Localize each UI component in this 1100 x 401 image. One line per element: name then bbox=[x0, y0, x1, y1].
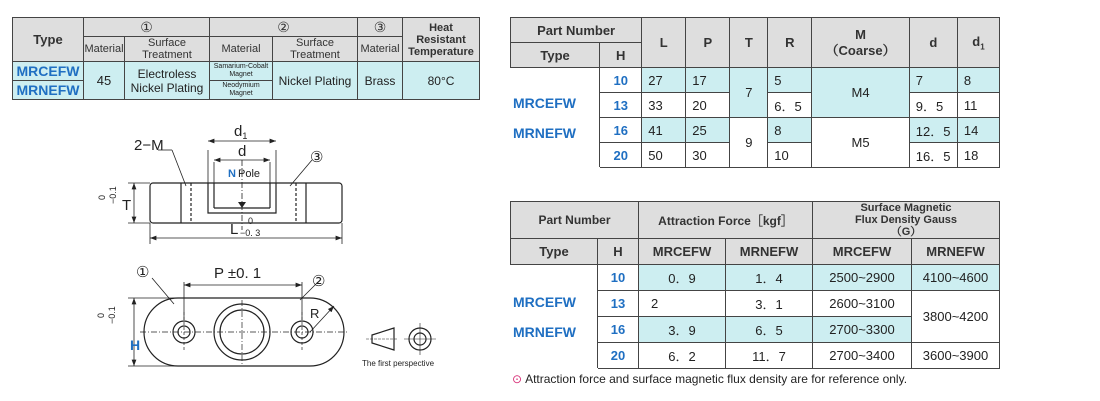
mrcefw-flux-header: MRCEFW bbox=[813, 239, 912, 265]
component-1-header: ① bbox=[84, 18, 210, 37]
label-d: d bbox=[238, 143, 247, 160]
mrcefw-force-header: MRCEFW bbox=[639, 239, 726, 265]
d-header: d bbox=[909, 18, 957, 68]
d-value: 16．5 bbox=[909, 143, 957, 168]
label-circle-2: ② bbox=[312, 273, 326, 290]
r-header: R bbox=[768, 18, 812, 68]
reference-note-text: Attraction force and surface magnetic flux density are for reference only. bbox=[525, 372, 908, 386]
d1-header: $d_1$ bbox=[957, 18, 999, 68]
d1-header-label: d bbox=[972, 33, 981, 49]
technical-drawing bbox=[0, 0, 500, 401]
p-value: 25 bbox=[686, 118, 730, 143]
m-value: M4 bbox=[812, 68, 909, 118]
type-mrcefw: MRCEFW bbox=[513, 293, 576, 310]
r-value: 8 bbox=[768, 118, 812, 143]
d1-value: 18 bbox=[957, 143, 999, 168]
type-group bbox=[511, 265, 598, 369]
label-r: R bbox=[310, 306, 320, 321]
flux-mrcefw: 2700~3300 bbox=[813, 317, 912, 343]
surface-treatment-header: Surface Treatment bbox=[125, 37, 210, 62]
d1-value: 8 bbox=[957, 68, 999, 93]
label-2m: 2−M bbox=[134, 137, 164, 154]
flux-mrcefw: 2700~3400 bbox=[813, 343, 912, 369]
type-mrcefw: MRCEFW bbox=[13, 62, 84, 81]
type-mrnefw: MRNEFW bbox=[13, 81, 84, 100]
t-value: 9 bbox=[730, 118, 768, 168]
h-value: 16 bbox=[600, 118, 642, 143]
force-mrcefw: 2 bbox=[639, 291, 726, 317]
reference-note bbox=[512, 372, 907, 386]
h-value: 13 bbox=[600, 93, 642, 118]
caution-icon: ⊙ bbox=[512, 372, 523, 386]
label-l-tol-top: 0 bbox=[248, 216, 254, 226]
label-t-tol-top: 0 bbox=[97, 194, 107, 200]
force-mrcefw: 6．2 bbox=[639, 343, 726, 369]
h-value: 10 bbox=[600, 68, 642, 93]
mrnefw-flux-header: MRNEFW bbox=[912, 239, 1000, 265]
r-value: 5 bbox=[768, 68, 812, 93]
p-header: P bbox=[686, 18, 730, 68]
flux-density-header: Surface Magnetic Flux Density Gauss（G） bbox=[813, 202, 1000, 239]
d1-value: 14 bbox=[957, 118, 999, 143]
d-value: 9．5 bbox=[909, 93, 957, 118]
h-value: 10 bbox=[598, 265, 639, 291]
l-value: 41 bbox=[642, 118, 686, 143]
flux-mrcefw: 2500~2900 bbox=[813, 265, 912, 291]
h-header: H bbox=[598, 239, 639, 265]
p-value: 20 bbox=[686, 93, 730, 118]
attraction-force-table bbox=[510, 201, 1000, 369]
type-mrcefw: MRCEFW bbox=[513, 94, 576, 111]
type-mrnefw: MRNEFW bbox=[513, 323, 576, 340]
force-mrnefw: 11．7 bbox=[726, 343, 813, 369]
material-header: Material bbox=[84, 37, 125, 62]
d-value: 12．5 bbox=[909, 118, 957, 143]
component-3-header: ③ bbox=[358, 18, 403, 37]
h-header: H bbox=[600, 43, 642, 68]
p-value: 17 bbox=[686, 68, 730, 93]
label-t-tol-bot: −0.1 bbox=[108, 186, 118, 204]
r-value: 10 bbox=[768, 143, 812, 168]
flux-mrnefw: 4100~4600 bbox=[912, 265, 1000, 291]
component-2-material-b: Neodymium Magnet bbox=[210, 81, 273, 100]
material-header: Material bbox=[358, 37, 403, 62]
m-header-sub: （Coarse） bbox=[825, 42, 896, 58]
t-value: 7 bbox=[730, 68, 768, 118]
h-value: 20 bbox=[600, 143, 642, 168]
force-mrnefw: 3．1 bbox=[726, 291, 813, 317]
label-l: L bbox=[230, 221, 239, 238]
component-2-header: ② bbox=[210, 18, 358, 37]
label-circle-3: ③ bbox=[310, 149, 324, 166]
flux-mrcefw: 2600~3100 bbox=[813, 291, 912, 317]
m-header-label: M bbox=[855, 26, 866, 42]
surface-treatment-header: Surface Treatment bbox=[273, 37, 358, 62]
label-d1: $d_1$ bbox=[234, 123, 248, 141]
l-value: 27 bbox=[642, 68, 686, 93]
label-h: H bbox=[130, 337, 141, 353]
h-value: 13 bbox=[598, 291, 639, 317]
component-1-material: 45 bbox=[84, 62, 125, 100]
heat-resistant-header: Heat Resistant Temperature bbox=[403, 18, 480, 62]
component-2-surface: Nickel Plating bbox=[273, 62, 358, 100]
component-3-material: Brass bbox=[358, 62, 403, 100]
label-t: T bbox=[122, 197, 132, 214]
m-value: M5 bbox=[812, 118, 909, 168]
label-h-tol-bot: −0.1 bbox=[107, 306, 117, 324]
part-number-header: Part Number bbox=[511, 202, 639, 239]
label-first-perspective: The first perspective bbox=[362, 359, 435, 368]
flux-mrnefw: 3600~3900 bbox=[912, 343, 1000, 369]
heat-resistant-value: 80°C bbox=[403, 62, 480, 100]
label-l-tol-bot: −0. 3 bbox=[240, 228, 261, 238]
label-npole-n: N bbox=[228, 168, 236, 180]
attraction-force-header: Attraction Force［kgf］ bbox=[639, 202, 813, 239]
h-value: 16 bbox=[598, 317, 639, 343]
label-p: P ±0. 1 bbox=[214, 265, 262, 282]
l-header: L bbox=[642, 18, 686, 68]
l-value: 50 bbox=[642, 143, 686, 168]
force-mrnefw: 6．5 bbox=[726, 317, 813, 343]
h-value: 20 bbox=[598, 343, 639, 369]
flux-mrnefw-merged: 3800~4200 bbox=[912, 291, 1000, 343]
type-mrnefw: MRNEFW bbox=[513, 124, 576, 141]
component-1-surface: Electroless Nickel Plating bbox=[125, 62, 210, 100]
m-header bbox=[812, 18, 909, 68]
material-header: Material bbox=[210, 37, 273, 62]
force-mrnefw: 1．4 bbox=[726, 265, 813, 291]
l-value: 33 bbox=[642, 93, 686, 118]
side-view-body bbox=[150, 183, 342, 223]
force-mrcefw: 0．9 bbox=[639, 265, 726, 291]
type-header: Type bbox=[511, 43, 600, 68]
part-number-header: Part Number bbox=[511, 18, 642, 43]
t-header: T bbox=[730, 18, 768, 68]
d-value: 7 bbox=[909, 68, 957, 93]
r-value: 6．5 bbox=[768, 93, 812, 118]
type-header: Type bbox=[511, 239, 598, 265]
label-h-tol-top: 0 bbox=[96, 312, 106, 318]
mrnefw-force-header: MRNEFW bbox=[726, 239, 813, 265]
component-2-material-a: Samarium-Cobalt Magnet bbox=[210, 62, 273, 81]
type-header: Type bbox=[13, 18, 84, 62]
label-circle-1: ① bbox=[136, 264, 150, 281]
force-mrcefw: 3．9 bbox=[639, 317, 726, 343]
dimension-table bbox=[510, 17, 1000, 168]
d1-value: 11 bbox=[957, 93, 999, 118]
label-d1-letter: d bbox=[234, 123, 243, 140]
p-value: 30 bbox=[686, 143, 730, 168]
type-group bbox=[511, 68, 600, 168]
label-npole: Pole bbox=[238, 168, 261, 180]
